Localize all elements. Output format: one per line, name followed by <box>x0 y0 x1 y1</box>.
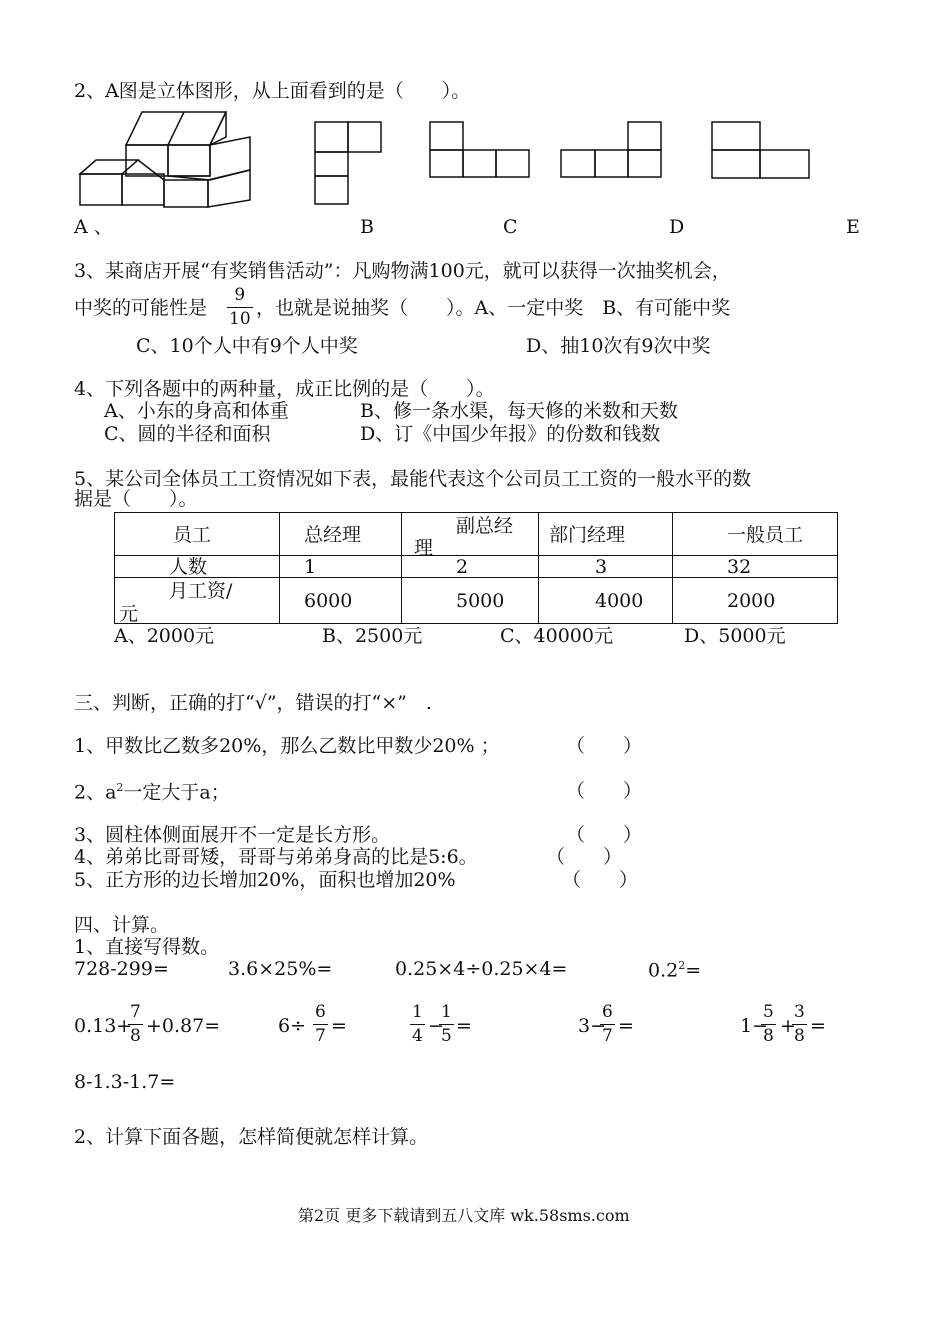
calc-9-den2: 8 <box>794 1026 805 1046</box>
td-salary-label-b: 元 <box>119 602 139 625</box>
calc-3: 0.25×4÷0.25×4= <box>395 958 568 980</box>
calc-4-post: = <box>685 959 702 982</box>
calc-6-pre: 6÷ <box>278 1015 307 1037</box>
calc-9-post: = <box>810 1015 826 1037</box>
figure-d <box>561 122 661 177</box>
q5-option-c: C、40000元 <box>500 625 613 647</box>
td-count-dept: 3 <box>595 555 608 578</box>
judge-item-1: 1、甲数比乙数多20%，那么乙数比甲数少20% ； <box>74 735 500 757</box>
th-general-staff: 一般员工 <box>727 524 804 546</box>
figure-b <box>315 122 381 204</box>
calc-9-den1: 8 <box>763 1026 774 1046</box>
td-count-staff: 32 <box>727 555 752 578</box>
judge-item-2-pre: 2、a <box>74 781 117 804</box>
label-d: D <box>669 216 685 238</box>
judge-paren-2: （ ） <box>566 780 643 802</box>
label-b: B <box>360 216 374 238</box>
th-dept-manager: 部门经理 <box>549 524 626 546</box>
calc-8-post: = <box>618 1015 634 1037</box>
calc-9-num2: 3 <box>794 1002 805 1022</box>
q3-option-d: D、抽10次有9次中奖 <box>526 335 711 357</box>
page-footer: 第2页 更多下载请到五八文库 wk.58sms.com <box>298 1206 630 1225</box>
calc-4 <box>648 960 701 980</box>
q5-option-d: D、5000元 <box>684 625 786 647</box>
td-salary-gm: 6000 <box>304 589 353 612</box>
calc-6-fraction <box>313 1004 328 1045</box>
figure-e <box>712 122 809 178</box>
label-e: E <box>846 216 860 238</box>
calc-8-den: 7 <box>602 1026 613 1046</box>
q4-option-c: C、圆的半径和面积 <box>104 423 271 445</box>
calc-9-num1: 5 <box>763 1002 774 1022</box>
salary-table <box>114 512 838 624</box>
calc-4-pre: 0.2 <box>648 959 679 982</box>
calc-5-den: 8 <box>130 1026 141 1046</box>
calc-10: 8-1.3-1.7= <box>74 1071 176 1093</box>
td-salary-label-a: 月工资/ <box>169 579 233 602</box>
judge-paren-1: （ ） <box>566 735 643 757</box>
calc-7-den2: 5 <box>441 1026 452 1046</box>
calc-6-num: 6 <box>315 1002 326 1022</box>
calc-7-num1: 1 <box>412 1002 423 1022</box>
td-count-label: 人数 <box>169 555 208 578</box>
q3-option-c: C、10个人中有9个人中奖 <box>136 335 358 357</box>
q4-option-d: D、订《中国少年报》的份数和钱数 <box>360 423 661 445</box>
calc-7-fraction-2 <box>439 1004 454 1045</box>
td-salary-dept: 4000 <box>595 589 644 612</box>
q5-line2: 据是（ ）。 <box>74 488 198 510</box>
calc-6-post: = <box>331 1015 347 1037</box>
calc-9-pre: 1− <box>740 1015 769 1037</box>
q4-option-b: B、修一条水渠，每天修的米数和天数 <box>360 400 678 422</box>
judge-paren-3: （ ） <box>566 824 643 846</box>
td-salary-staff: 2000 <box>727 589 776 612</box>
th-deputy-gm-a: 副总经 <box>456 515 514 537</box>
section4-title: 四、计算。 <box>74 914 170 936</box>
judge-item-5: 5、正方形的边长增加20%，面积也增加20% <box>74 869 456 891</box>
td-count-gm: 1 <box>304 555 317 578</box>
calc-6-den: 7 <box>315 1026 326 1046</box>
calc-7-post: = <box>456 1015 472 1037</box>
calc-9-fraction-2 <box>792 1004 807 1045</box>
calc-8-pre: 3− <box>578 1015 607 1037</box>
q4-option-a: A、小东的身高和体重 <box>104 400 289 422</box>
q5-line1: 5、某公司全体员工工资情况如下表，最能代表这个公司员工工资的一般水平的数 <box>74 468 752 490</box>
calc-7-fraction-1 <box>410 1004 425 1045</box>
calc-8-num: 6 <box>602 1002 613 1022</box>
calc-1: 728-299= <box>74 958 169 980</box>
judge-paren-4: （ ） <box>546 846 623 868</box>
calc-5-num: 7 <box>130 1002 141 1022</box>
q5-option-a: A、2000元 <box>114 625 215 647</box>
q3-fraction <box>227 287 253 328</box>
section4-sub2: 2、计算下面各题，怎样简便就怎样计算。 <box>74 1126 429 1148</box>
td-salary-deputy: 5000 <box>456 589 505 612</box>
calc-9-op: + <box>780 1015 796 1037</box>
section4-sub1: 1、直接写得数。 <box>74 936 220 958</box>
calc-7-num2: 1 <box>441 1002 452 1022</box>
q3-frac-den: 10 <box>229 309 251 329</box>
judge-item-4: 4、弟弟比哥哥矮，哥哥与弟弟身高的比是5:6。 <box>74 846 478 868</box>
calc-5-fraction <box>128 1004 143 1045</box>
table-row <box>115 556 838 578</box>
section3-title: 三、判断，正确的打“√”，错误的打“×” . <box>74 692 432 714</box>
judge-item-2 <box>74 782 230 802</box>
label-a: A 、 <box>74 216 113 238</box>
judge-item-2-sup: 2 <box>116 781 124 794</box>
judge-paren-5: （ ） <box>562 869 639 891</box>
calc-4-sup: 2 <box>678 959 686 972</box>
calc-5-post: +0.87= <box>146 1015 221 1037</box>
q3-line1: 3、某商店开展“有奖销售活动”：凡购物满100元，就可以获得一次抽奖机会， <box>74 260 731 282</box>
table-row <box>115 578 838 624</box>
q3-line2-post: ，也就是说抽奖（ ）。A、一定中奖 B、有可能中奖 <box>256 297 731 319</box>
calc-2: 3.6×25%= <box>228 958 333 980</box>
judge-item-2-post: 一定大于a； <box>123 781 230 804</box>
th-employee: 员工 <box>173 524 212 546</box>
th-deputy-gm-b: 理 <box>414 537 434 559</box>
calc-5-pre: 0.13+ <box>74 1015 133 1037</box>
th-gm: 总经理 <box>304 524 362 546</box>
calc-9-fraction-1 <box>761 1004 776 1045</box>
figure-a-3d-cubes <box>80 112 250 207</box>
q4-line1: 4、下列各题中的两种量，成正比例的是（ ）。 <box>74 378 495 400</box>
q2-text: 2、A图是立体图形，从上面看到的是（ ）。 <box>74 80 471 102</box>
table-header-row <box>115 513 838 556</box>
td-count-deputy: 2 <box>456 555 469 578</box>
judge-item-3: 3、圆柱体侧面展开不一定是长方形。 <box>74 824 391 846</box>
calc-8-fraction <box>600 1004 615 1045</box>
calc-7-op: − <box>428 1015 444 1037</box>
q3-frac-num: 9 <box>234 285 246 305</box>
figure-c <box>430 122 529 177</box>
label-c: C <box>503 216 518 238</box>
calc-7-den1: 4 <box>412 1026 423 1046</box>
q3-line2-pre: 中奖的可能性是 <box>74 297 208 319</box>
q5-option-b: B、2500元 <box>322 625 423 647</box>
